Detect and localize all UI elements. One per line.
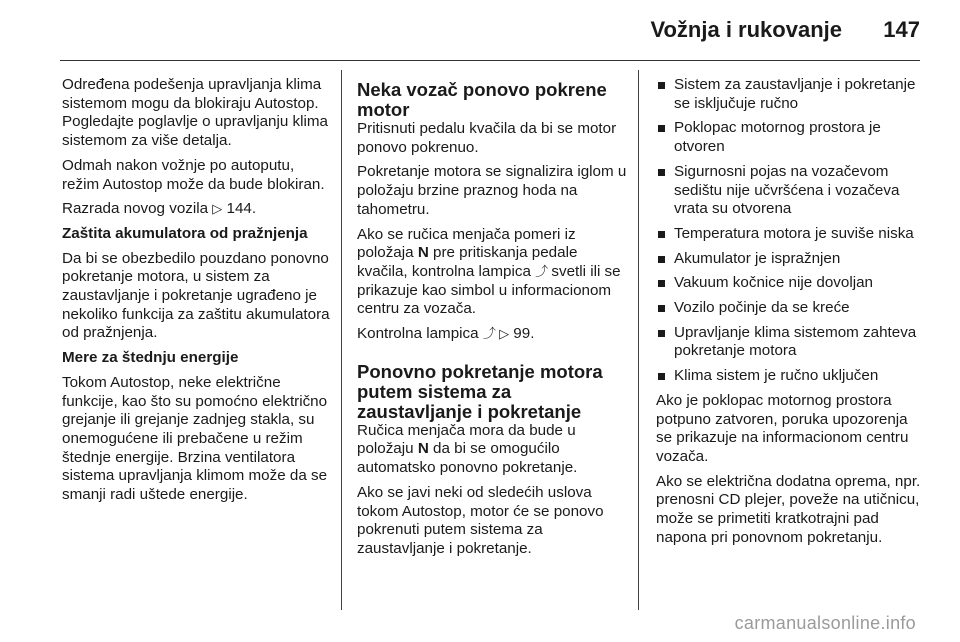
paragraph [357,226,627,320]
watermark: carmanualsonline.info [734,613,916,633]
paragraph: Ako se električna dodatna oprema, npr. prenosni CD plejer, poveže na utičnicu, može se primetiti kratkotrajni pad napona pri ponovnom pokretanju. [656,472,921,546]
subheading: Mere za štednju energije [62,349,239,367]
list-item: Vozilo počinje da se kreće [656,299,924,318]
paragraph-text: Ručica menjača mora da bude u položaju [357,421,576,458]
column-3 [656,76,924,553]
gear-n-label: N [417,440,429,458]
column-divider-2 [638,70,639,610]
arrow-reference-icon: ▷ [212,201,223,217]
paragraph: Tokom Autostop, neke električne funkcije, kao što su pomoćno električno grejanje ili grejanje zadnjeg stakla, su onemogućene ili prebačene u režim štednje energije. Brzina ventilatora sistema upravljanja klimom može da se smanji radi uštede energije. [62,373,328,504]
page-reference[interactable]: 99. [513,325,535,343]
gear-n-label: N [417,244,429,262]
paragraph: Odmah nakon vožnje po autoputu, režim Autostop može da bude blokiran. [62,156,325,193]
subheading: Zaštita akumulatora od pražnjenja [62,224,308,242]
list-item: Temperatura motora je suviše niska [656,225,924,244]
list-item: Vakuum kočnice nije dovoljan [656,274,924,293]
page-number: 147 [883,17,920,42]
list-item: Upravljanje klima sistemom zahteva pokretanje motora [656,324,924,361]
header-divider [60,60,920,61]
paragraph [357,422,627,478]
section-heading: Neka vozač ponovo pokrene motor [357,79,607,120]
restart-conditions-list [656,76,924,386]
paragraph: Određena podešenja upravljanja klima sistemom mogu da blokiraju Autostop. Pogledajte poglavlje o upravljanju klima sistemom za više detalja. [62,76,328,150]
paragraph [62,200,334,219]
paragraph-text: Razrada novog vozila [62,200,209,218]
page-reference[interactable]: 144. [226,200,257,218]
paragraph: Pokretanje motora se signalizira iglom u položaju brzine praznog hoda na tahometru. [357,163,627,218]
paragraph: Ako se javi neki od sledećih uslova tokom Autostop, motor će se ponovo pokrenuti putem sistema za zaustavljanje i pokretanje. [357,483,604,557]
column-1 [62,76,334,511]
page-header [0,0,960,62]
paragraph-text: Ako se ručica menjača pomeri iz položaja [357,225,576,262]
column-divider-1 [341,70,342,610]
section-title: Vožnja i rukovanje [650,17,842,42]
paragraph-text: pre pritiskanja pedale kvačila, kontrolna lampica [357,244,578,280]
column-2 [357,80,627,565]
paragraph: Ako je poklopac motornog prostora potpuno zatvoren, poruka upozorenja se prikazuje na informacionom centru vozača. [656,391,909,465]
list-item: Poklopac motornog prostora je otvoren [656,119,924,156]
list-item: Klima sistem je ručno uključen [656,367,924,386]
autostop-lamp-icon: ⤴ [482,326,495,342]
paragraph [357,325,627,344]
paragraph-text: Kontrolna lampica [357,325,479,343]
list-item: Sigurnosni pojas na vozačevom sedištu nije učvršćena i vozačeva vrata su otvorena [656,163,924,219]
paragraph-text: svetli ili se prikazuje kao simbol u informacionom centru za vozača. [357,262,621,318]
list-item: Akumulator je ispražnjen [656,250,924,269]
paragraph: Da bi se obezbedilo pouzdano ponovno pokretanje motora, u sistem za zaustavljanje i pokretanje ugrađeno je nekoliko funkcija za zaštitu akumulatora od pražnjenja. [62,249,330,342]
section-heading: Ponovno pokretanje motora putem sistema za zaustavljanje i pokretanje [357,360,603,422]
autostop-lamp-icon: ⤴ [535,263,548,279]
list-item: Sistem za zaustavljanje i pokretanje se isključuje ručno [656,76,924,113]
paragraph: Pritisnuti pedalu kvačila da bi se motor ponovo pokrenuo. [357,120,617,156]
paragraph-text: da bi se omogućilo automatsko ponovno pokretanje. [357,440,578,477]
arrow-reference-icon: ▷ [499,326,510,342]
